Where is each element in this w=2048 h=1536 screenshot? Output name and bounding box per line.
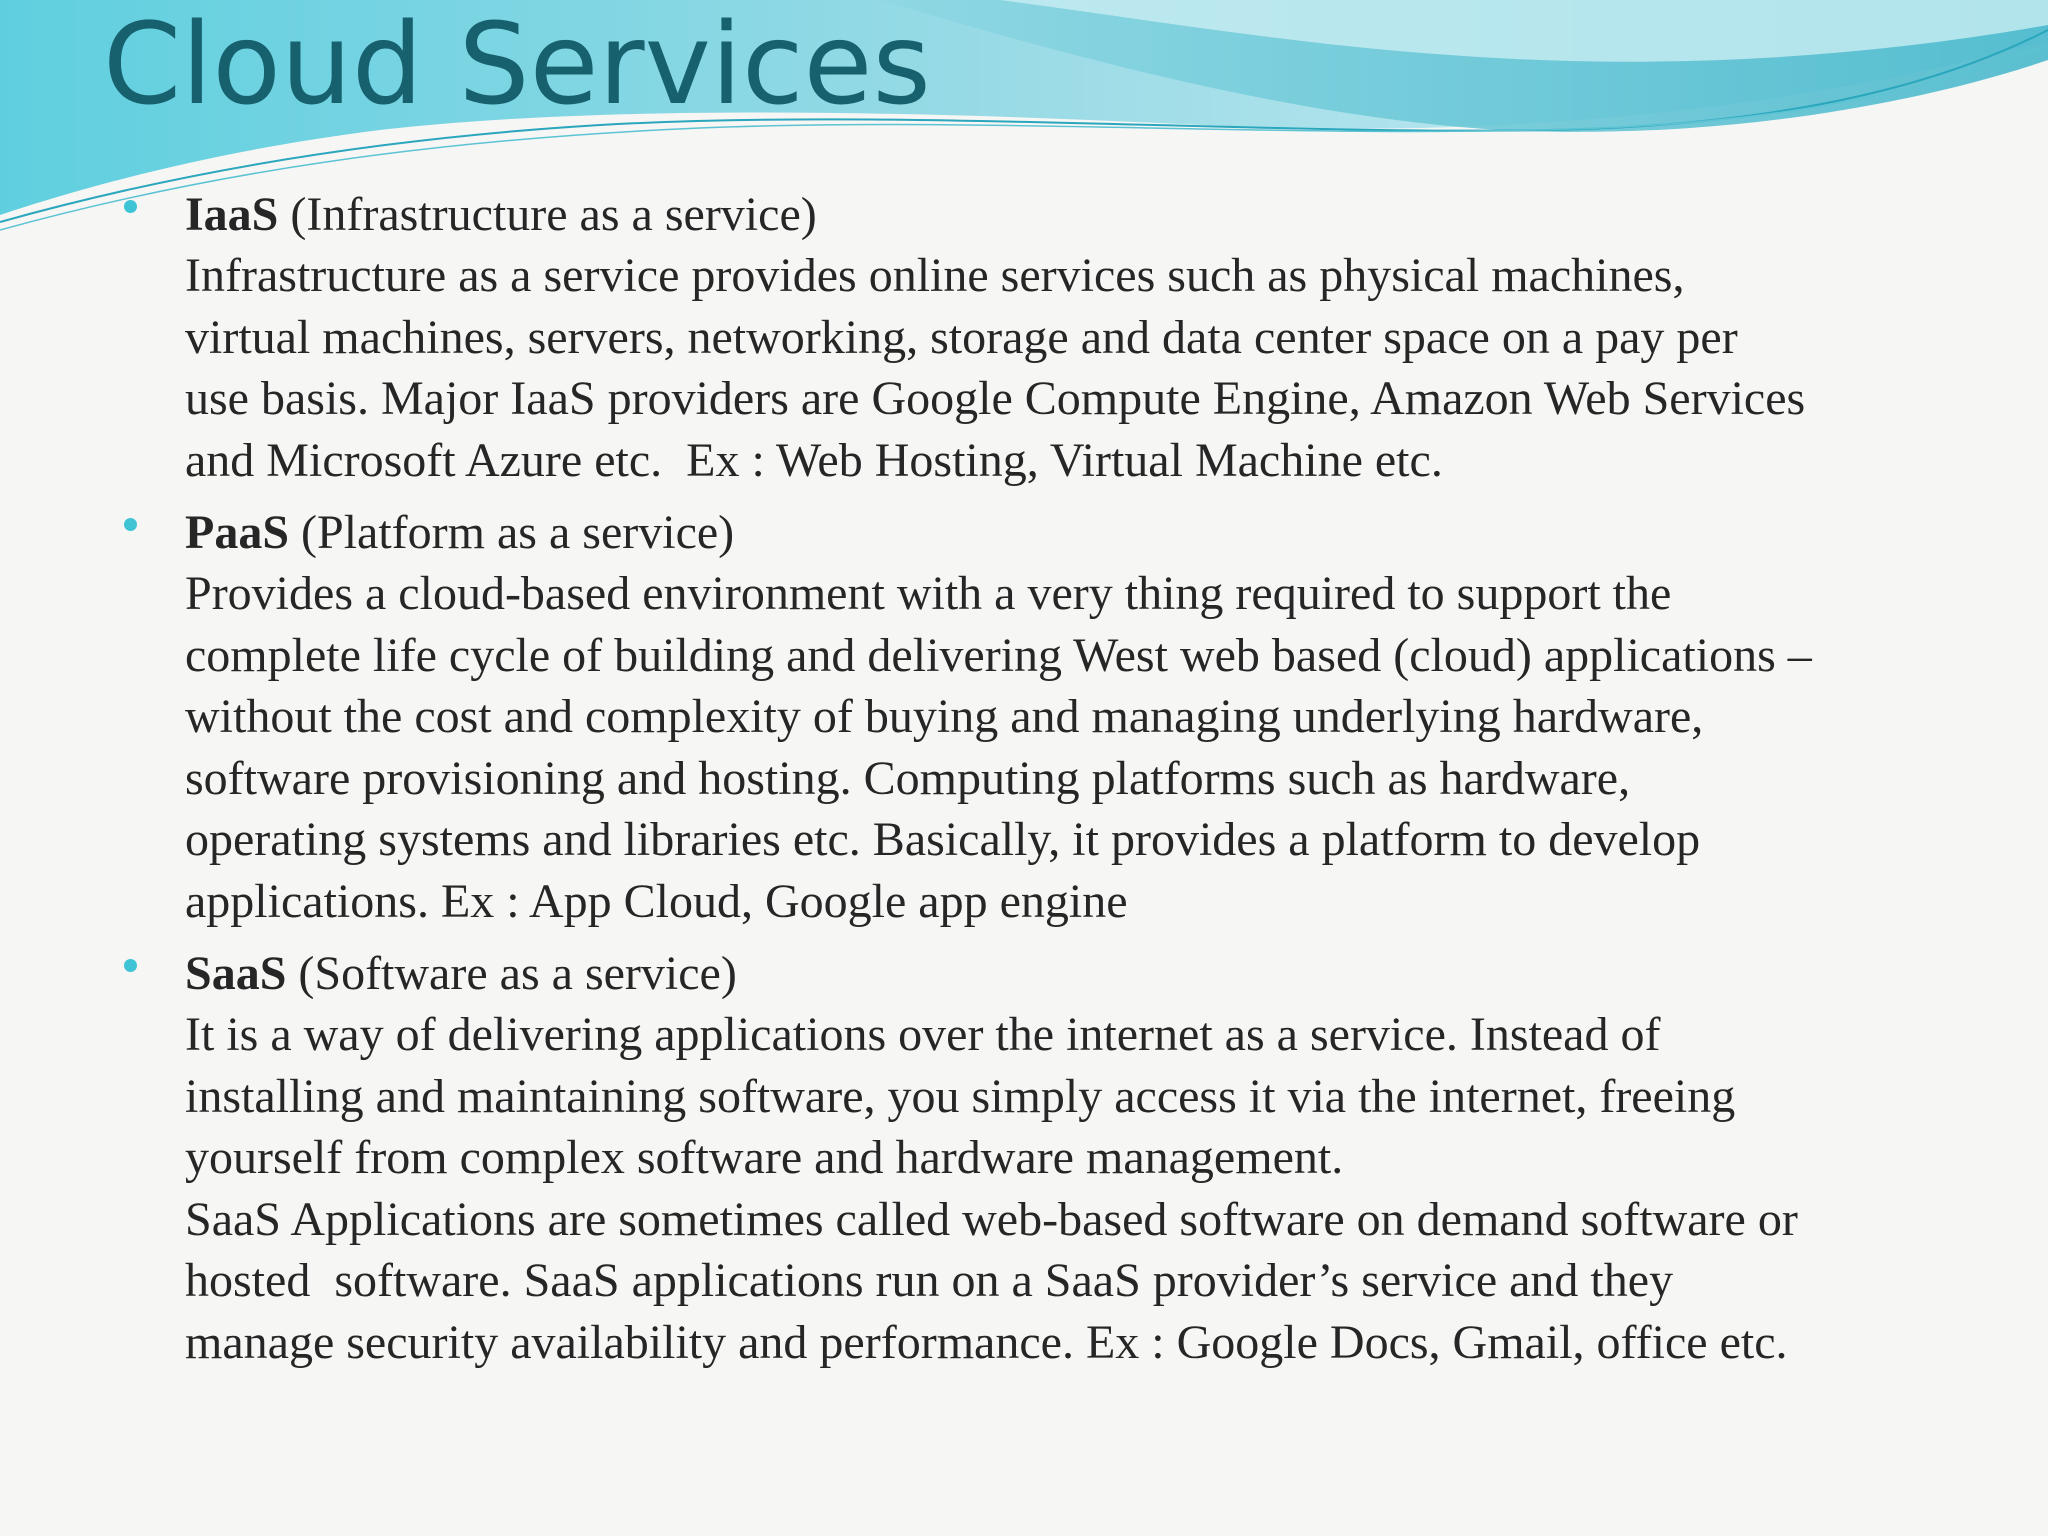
slide-title: Cloud Services (103, 0, 931, 130)
bullet-heading (185, 502, 2028, 563)
body-line: applications. Ex : App Cloud, Google app engine (185, 874, 1128, 928)
bullet-list (0, 184, 2048, 1373)
bullet-heading (185, 184, 2028, 245)
bullet-saas (0, 943, 2048, 1373)
body-line: Provides a cloud-based environment with a very thing required to support the (185, 567, 1672, 620)
bullet-dot-icon (124, 518, 137, 531)
bullet-expansion: (Infrastructure as a service) (278, 188, 817, 241)
bullet-dot-icon (124, 959, 137, 972)
body-line: complete life cycle of building and delivering West web based (cloud) applications – (185, 628, 1812, 682)
body-line: hosted software. SaaS applications run on a SaaS provider’s service and they (185, 1254, 1674, 1307)
body-line: and Microsoft Azure etc. Ex : Web Hosting, Virtual Machine etc. (185, 433, 1443, 487)
body-line: virtual machines, servers, networking, storage and data center space on a pay per (185, 310, 1738, 364)
bullet-term: PaaS (185, 506, 290, 559)
bullet-expansion: (Software as a service) (286, 947, 737, 1000)
body-line: operating systems and libraries etc. Basically, it provides a platform to develop (185, 813, 1701, 866)
bullet-expansion: (Platform as a service) (289, 506, 735, 559)
bullet-heading (185, 943, 2028, 1004)
body-line: SaaS Applications are sometimes called web-based software on demand software or (185, 1192, 1798, 1246)
bullet-dot-icon (124, 200, 137, 213)
body-line: use basis. Major IaaS providers are Google Compute Engine, Amazon Web Services (185, 372, 1806, 425)
bullet-term: IaaS (185, 188, 279, 241)
bullet-paas (0, 502, 2048, 932)
body-line: installing and maintaining software, you simply access it via the internet, freeing (185, 1069, 1736, 1123)
body-line: software provisioning and hosting. Computing platforms such as hardware, (185, 751, 1631, 805)
body-line: manage security availability and performance. Ex : Google Docs, Gmail, office etc. (185, 1315, 1788, 1369)
bullet-iaas (0, 184, 2048, 491)
body-line: Infrastructure as a service provides online services such as physical machines, (185, 249, 1685, 302)
body-line: It is a way of delivering applications over the internet as a service. Instead of (185, 1008, 1661, 1061)
bullet-term: SaaS (185, 947, 287, 1000)
body-line: without the cost and complexity of buying and managing underlying hardware, (185, 690, 1704, 743)
body-line: yourself from complex software and hardware management. (185, 1131, 1344, 1184)
